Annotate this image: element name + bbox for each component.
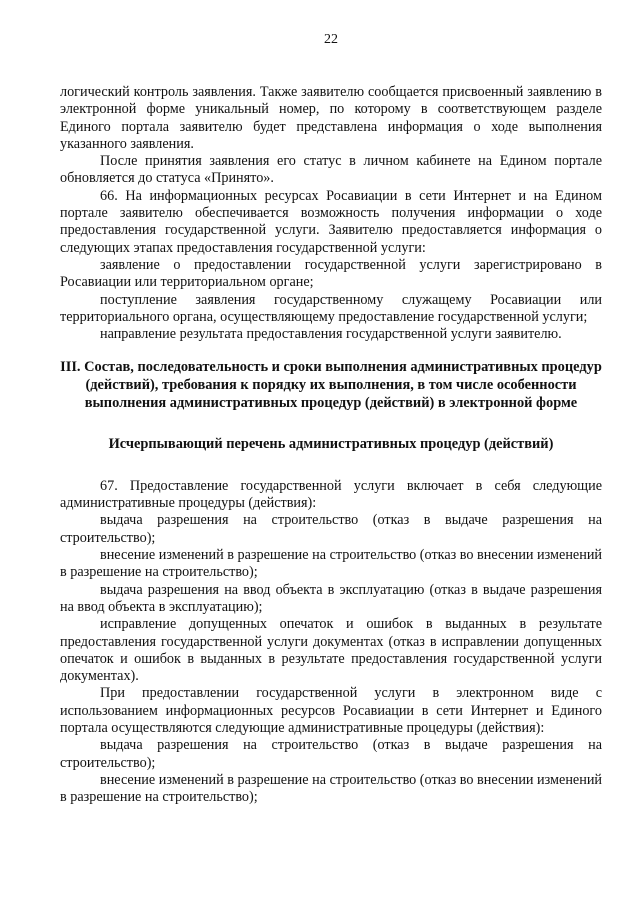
paragraph: направление результата предоставления государственной услуги заявителю.: [100, 326, 562, 343]
paragraph: При предоставлении государственной услуги в электронном виде с использованием информационных ресурсов Росавиации в сети Интернет и Единого портала осуществляются следующие административные процедуры (действия):: [60, 685, 602, 736]
paragraph: логический контроль заявления. Также заявителю сообщается присвоенный заявлению в электронной форме уникальный номер, по которому в соответствующем разделе Единого портала заявителю будет представлена информация о ходе выполнения указанного заявления.: [60, 84, 602, 152]
page-number: 22: [324, 32, 338, 47]
paragraph: поступление заявления государственному служащему Росавиации или территориального органа, осуществляющему предоставление государственной услуги;: [60, 291, 602, 325]
paragraph: исправление допущенных опечаток и ошибок в выданных в результате предоставления государственной услуги документах (отказ в исправлении допущенных опечаток и ошибок в выданных в результате предоставления государственной услуги документах).: [60, 616, 602, 685]
paragraph: выдача разрешения на строительство (отказ в выдаче разрешения на строительство);: [60, 737, 602, 771]
paragraph: внесение изменений в разрешение на строительство (отказ во внесении изменений в разрешение на строительство);: [60, 547, 602, 581]
paragraph: выдача разрешения на ввод объекта в эксплуатацию (отказ в выдаче разрешения на ввод объекта в эксплуатацию);: [60, 581, 602, 615]
section-title: III. Состав, последовательность и сроки выполнения административных процедур (действий), требования к порядку их выполнения, в том числе особенности выполнения административных процедур (действий) в электронной форме: [60, 359, 602, 411]
paragraph: 67. Предоставление государственной услуги включает в себя следующие административные процедуры (действия):: [60, 477, 602, 512]
paragraph: заявление о предоставлении государственной услуги зарегистрировано в Росавиации или территориальном органе;: [60, 256, 602, 291]
paragraph: внесение изменений в разрешение на строительство (отказ во внесении изменений в разрешение на строительство);: [60, 771, 602, 806]
paragraph: После принятия заявления его статус в личном кабинете на Едином портале обновляется до статуса «Принято».: [60, 153, 602, 187]
subsection-title: Исчерпывающий перечень административных процедур (действий): [108, 436, 554, 453]
paragraph: 66. На информационных ресурсах Росавиации в сети Интернет и на Едином портале заявителю обеспечивается возможность получения информации о ходе предоставления государственной услуги. Заявителю предоставляется информация о следующих этапах предоставления государственной услуги:: [60, 187, 602, 256]
paragraph: выдача разрешения на строительство (отказ в выдаче разрешения на строительство);: [60, 512, 602, 546]
spacer: [60, 454, 602, 478]
